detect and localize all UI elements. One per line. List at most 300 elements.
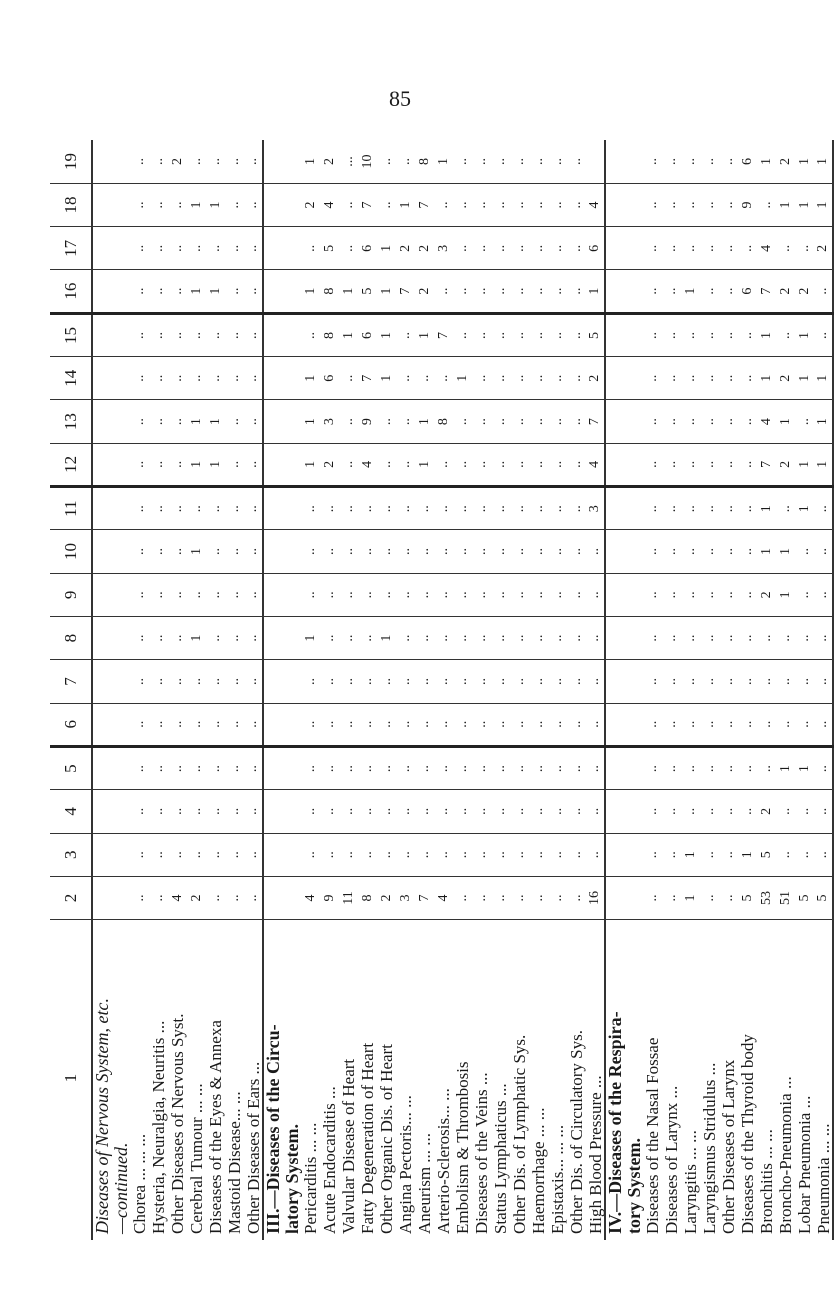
table-cell: .. xyxy=(472,573,491,616)
table-cell: 1 xyxy=(301,357,320,400)
table-cell xyxy=(605,183,624,226)
table-cell: .. xyxy=(662,790,681,833)
table-cell: 2 xyxy=(301,183,320,226)
table-cell: .. xyxy=(700,573,719,616)
table-cell: .. xyxy=(662,227,681,270)
table-cell: .. xyxy=(662,270,681,313)
table-cell: .. xyxy=(548,616,567,659)
table-cell: .. xyxy=(548,790,567,833)
table-cell xyxy=(605,790,624,833)
table-cell: .. xyxy=(453,573,472,616)
table-cell: 1 xyxy=(187,443,206,486)
table-cell: .. xyxy=(643,227,662,270)
table-cell: 1 xyxy=(415,313,434,356)
table-cell: .. xyxy=(434,703,453,746)
table-cell: .. xyxy=(130,183,149,226)
table-cell: .. xyxy=(719,833,738,876)
table-cell xyxy=(624,227,643,270)
table-cell: .. xyxy=(776,616,795,659)
table-cell: .. xyxy=(187,357,206,400)
table-cell xyxy=(92,313,111,356)
row-label: Other Diseases of Nervous Syst. xyxy=(168,920,187,1240)
table-cell: .. xyxy=(738,313,757,356)
table-cell: .. xyxy=(453,790,472,833)
table-cell: .. xyxy=(472,746,491,789)
table-cell: .. xyxy=(681,183,700,226)
table-cell: .. xyxy=(130,400,149,443)
table-cell: .. xyxy=(168,183,187,226)
table-cell: .. xyxy=(568,157,584,165)
table-cell: .. xyxy=(377,530,396,573)
table-cell: .. xyxy=(187,660,206,703)
table-cell: .. xyxy=(130,270,149,313)
table-cell: .. xyxy=(168,227,187,270)
table-cell: .. xyxy=(187,313,206,356)
table-cell: .. xyxy=(187,703,206,746)
table-cell: 1 xyxy=(377,616,396,659)
table-cell: 3 xyxy=(396,876,415,919)
table-cell: .. xyxy=(396,660,415,703)
table-cell xyxy=(624,833,643,876)
table-cell: .. xyxy=(567,703,586,746)
table-cell: .. xyxy=(225,660,244,703)
table-cell: .. xyxy=(567,746,586,789)
table-cell: .. xyxy=(130,313,149,356)
table-cell xyxy=(263,313,282,356)
table-cell: .. xyxy=(719,530,738,573)
table-cell: .. xyxy=(529,357,548,400)
table-cell: .. xyxy=(434,183,453,226)
table-cell: .. xyxy=(719,227,738,270)
table-cell: .. xyxy=(814,313,833,356)
table-cell: 1 xyxy=(187,616,206,659)
table-cell: 4 xyxy=(320,183,339,226)
table-cell: .. xyxy=(187,790,206,833)
table-cell xyxy=(92,876,111,919)
table-cell: .. xyxy=(510,746,529,789)
table-cell: .. xyxy=(644,157,660,165)
table-row xyxy=(643,140,662,1240)
table-cell: 8 xyxy=(358,876,377,919)
mortality-table xyxy=(50,140,834,1240)
table-cell: .. xyxy=(225,703,244,746)
table-cell: 6 xyxy=(739,157,755,165)
table-cell xyxy=(624,746,643,789)
table-cell xyxy=(263,443,282,486)
table-cell: .. xyxy=(149,183,168,226)
table-cell: 1 xyxy=(415,400,434,443)
table-cell: .. xyxy=(150,157,166,165)
table-cell: 1 xyxy=(795,313,814,356)
table-cell: 51 xyxy=(776,876,795,919)
table-cell: .. xyxy=(225,400,244,443)
table-cell: .. xyxy=(339,746,358,789)
table-cell: .. xyxy=(510,183,529,226)
row-label: Chorea ... ... ... xyxy=(130,920,149,1240)
table-cell: .. xyxy=(396,400,415,443)
table-cell xyxy=(624,790,643,833)
table-cell: .. xyxy=(226,157,242,165)
table-cell: 1 xyxy=(681,876,700,919)
table-cell: .. xyxy=(130,660,149,703)
table-cell: .. xyxy=(643,660,662,703)
column-header: 18 xyxy=(50,183,92,226)
table-cell: .. xyxy=(453,487,472,530)
table-cell xyxy=(263,616,282,659)
table-cell xyxy=(605,443,624,486)
table-cell: .. xyxy=(206,227,225,270)
table-cell: .. xyxy=(225,227,244,270)
table-row xyxy=(92,140,111,1240)
table-cell: .. xyxy=(586,660,605,703)
table-cell: .. xyxy=(377,573,396,616)
table-cell xyxy=(624,660,643,703)
table-cell: .. xyxy=(662,746,681,789)
table-cell: .. xyxy=(719,790,738,833)
table-cell: .. xyxy=(301,530,320,573)
table-cell xyxy=(282,790,301,833)
table-cell: .. xyxy=(700,616,719,659)
table-row xyxy=(358,140,377,1240)
table-cell: .. xyxy=(814,703,833,746)
table-cell: .. xyxy=(301,790,320,833)
table-cell xyxy=(605,270,624,313)
table-cell: .. xyxy=(130,876,149,919)
table-cell: 7 xyxy=(358,183,377,226)
table-cell xyxy=(605,313,624,356)
table-cell: .. xyxy=(510,833,529,876)
table-cell: ... xyxy=(340,156,356,167)
table-cell xyxy=(92,227,111,270)
table-cell: 1 xyxy=(757,487,776,530)
table-cell: .. xyxy=(377,790,396,833)
table-cell xyxy=(282,487,301,530)
table-cell: .. xyxy=(719,487,738,530)
table-cell: .. xyxy=(529,183,548,226)
table-cell: .. xyxy=(510,443,529,486)
table-cell: .. xyxy=(168,833,187,876)
column-header: 2 xyxy=(50,876,92,919)
table-cell: .. xyxy=(320,616,339,659)
table-cell xyxy=(605,357,624,400)
table-cell: .. xyxy=(700,400,719,443)
table-cell: .. xyxy=(358,530,377,573)
row-label: Acute Endocarditis ... xyxy=(320,920,339,1240)
table-cell: .. xyxy=(149,313,168,356)
table-cell: 1 xyxy=(795,443,814,486)
table-cell: .. xyxy=(662,400,681,443)
table-cell: .. xyxy=(453,313,472,356)
table-cell xyxy=(282,313,301,356)
table-cell: 2 xyxy=(169,157,185,165)
table-cell: 1 xyxy=(377,270,396,313)
table-cell: .. xyxy=(434,660,453,703)
table-cell: 2 xyxy=(586,357,605,400)
table-cell: 1 xyxy=(814,443,833,486)
table-cell xyxy=(111,573,130,616)
table-cell xyxy=(624,270,643,313)
table-row xyxy=(168,140,187,1240)
row-label: Pneumonia ... ... xyxy=(814,920,833,1240)
table-cell: .. xyxy=(491,790,510,833)
table-cell: .. xyxy=(339,573,358,616)
table-cell xyxy=(605,833,624,876)
table-cell: .. xyxy=(396,833,415,876)
table-cell: 1 xyxy=(206,183,225,226)
table-cell: .. xyxy=(130,703,149,746)
table-cell: 2 xyxy=(415,227,434,270)
table-cell: .. xyxy=(415,357,434,400)
table-cell: .. xyxy=(149,746,168,789)
table-cell: .. xyxy=(643,357,662,400)
table-cell: .. xyxy=(681,400,700,443)
table-cell: .. xyxy=(149,443,168,486)
table-cell: .. xyxy=(415,790,434,833)
table-cell: 5 xyxy=(757,833,776,876)
column-header: 9 xyxy=(50,573,92,616)
table-cell: .. xyxy=(491,227,510,270)
table-cell: 4 xyxy=(301,876,320,919)
table-row xyxy=(377,140,396,1240)
table-cell: .. xyxy=(795,790,814,833)
table-cell: .. xyxy=(719,270,738,313)
row-label: Other Diseases of Larynx xyxy=(719,920,738,1240)
table-cell xyxy=(263,833,282,876)
table-cell: .. xyxy=(643,183,662,226)
table-cell: 1 xyxy=(377,227,396,270)
table-cell: 1 xyxy=(776,530,795,573)
table-cell: .. xyxy=(245,157,260,165)
table-cell: .. xyxy=(700,530,719,573)
column-header: 6 xyxy=(50,703,92,746)
table-cell: .. xyxy=(510,573,529,616)
table-cell: .. xyxy=(396,443,415,486)
table-cell: .. xyxy=(377,487,396,530)
table-cell: .. xyxy=(529,573,548,616)
table-cell: .. xyxy=(700,746,719,789)
table-cell: 8 xyxy=(416,157,432,165)
table-cell: .. xyxy=(491,876,510,919)
table-cell: 5 xyxy=(586,313,605,356)
table-row xyxy=(282,140,301,1240)
table-cell: .. xyxy=(491,400,510,443)
table-cell: .. xyxy=(567,487,586,530)
table-cell: .. xyxy=(700,660,719,703)
table-cell: .. xyxy=(510,530,529,573)
table-cell: .. xyxy=(529,313,548,356)
table-cell xyxy=(92,703,111,746)
table-cell: .. xyxy=(681,616,700,659)
table-cell: .. xyxy=(643,833,662,876)
table-cell: 1 xyxy=(814,140,833,183)
table-cell: 3 xyxy=(586,487,605,530)
table-cell: 1 xyxy=(814,357,833,400)
table-cell: .. xyxy=(662,443,681,486)
table-cell: .. xyxy=(491,616,510,659)
table-cell: .. xyxy=(225,357,244,400)
table-cell: 7 xyxy=(396,270,415,313)
table-cell: .. xyxy=(301,573,320,616)
table-cell: .. xyxy=(681,443,700,486)
table-cell: .. xyxy=(415,833,434,876)
table-cell: 8 xyxy=(320,313,339,356)
table-cell: .. xyxy=(472,443,491,486)
table-cell: 2 xyxy=(776,270,795,313)
row-label: Fatty Degeneration of Heart xyxy=(358,920,377,1240)
table-cell: .. xyxy=(719,400,738,443)
table-cell xyxy=(92,790,111,833)
table-cell: .. xyxy=(757,746,776,789)
table-cell: .. xyxy=(358,746,377,789)
table-cell: .. xyxy=(244,746,263,789)
row-label: IV.—Diseases of the Respira- xyxy=(605,920,624,1240)
table-cell xyxy=(282,400,301,443)
table-cell: 1 xyxy=(776,400,795,443)
table-cell: 5 xyxy=(320,227,339,270)
table-cell: 7 xyxy=(434,313,453,356)
table-cell: .. xyxy=(244,703,263,746)
table-cell: .. xyxy=(168,313,187,356)
table-cell: .. xyxy=(339,400,358,443)
table-cell: .. xyxy=(510,270,529,313)
table-cell: 6 xyxy=(586,227,605,270)
column-header: 12 xyxy=(50,443,92,486)
table-cell: .. xyxy=(377,833,396,876)
table-cell: .. xyxy=(491,833,510,876)
table-cell: 3 xyxy=(320,400,339,443)
table-cell xyxy=(605,140,624,183)
table-cell: .. xyxy=(130,227,149,270)
table-cell: .. xyxy=(244,270,263,313)
table-cell: .. xyxy=(700,876,719,919)
table-cell: .. xyxy=(548,270,567,313)
row-label: Haemorrhage ... ... xyxy=(529,920,548,1240)
table-cell: .. xyxy=(339,227,358,270)
table-cell: 10 xyxy=(359,154,375,169)
table-cell: 1 xyxy=(757,313,776,356)
table-cell: .. xyxy=(377,443,396,486)
column-header: 3 xyxy=(50,833,92,876)
table-cell: .. xyxy=(700,833,719,876)
table-cell: .. xyxy=(130,790,149,833)
table-cell: .. xyxy=(548,357,567,400)
table-cell: .. xyxy=(776,227,795,270)
table-cell: .. xyxy=(795,703,814,746)
table-cell: .. xyxy=(491,270,510,313)
table-cell: .. xyxy=(149,573,168,616)
table-cell: .. xyxy=(415,530,434,573)
table-cell: .. xyxy=(700,270,719,313)
table-cell xyxy=(263,140,282,183)
table-cell: .. xyxy=(339,183,358,226)
table-cell xyxy=(111,227,130,270)
row-label: —continued. xyxy=(111,920,130,1240)
table-cell xyxy=(605,400,624,443)
table-cell: .. xyxy=(814,270,833,313)
table-cell: .. xyxy=(662,703,681,746)
table-cell: .. xyxy=(510,616,529,659)
row-label: Epistaxis... ... ... xyxy=(548,920,567,1240)
table-cell: .. xyxy=(225,833,244,876)
column-header: 14 xyxy=(50,357,92,400)
table-row xyxy=(415,140,434,1240)
header-row xyxy=(50,140,92,1240)
table-cell: .. xyxy=(206,313,225,356)
table-cell xyxy=(605,227,624,270)
table-cell: .. xyxy=(244,833,263,876)
table-cell xyxy=(282,616,301,659)
table-row xyxy=(491,140,510,1240)
table-cell: 1 xyxy=(301,616,320,659)
table-cell: .. xyxy=(567,530,586,573)
table-cell: 2 xyxy=(795,270,814,313)
table-cell xyxy=(111,790,130,833)
table-cell: .. xyxy=(130,443,149,486)
table-cell xyxy=(605,746,624,789)
table-cell: .. xyxy=(149,487,168,530)
table-cell: .. xyxy=(358,790,377,833)
table-cell: 4 xyxy=(757,400,776,443)
table-row xyxy=(453,140,472,1240)
table-cell: .. xyxy=(586,616,605,659)
table-cell xyxy=(624,183,643,226)
table-cell: 1 xyxy=(796,157,812,165)
table-cell: 1 xyxy=(339,313,358,356)
table-cell: .. xyxy=(244,183,263,226)
table-cell: .. xyxy=(396,313,415,356)
table-cell: 1 xyxy=(206,443,225,486)
table-cell: .. xyxy=(738,400,757,443)
table-cell: .. xyxy=(491,183,510,226)
table-row xyxy=(206,140,225,1240)
table-cell: .. xyxy=(662,357,681,400)
table-cell: 9 xyxy=(320,876,339,919)
table-cell: .. xyxy=(225,573,244,616)
table-cell: .. xyxy=(776,790,795,833)
table-cell: .. xyxy=(701,157,717,165)
table-cell: .. xyxy=(795,400,814,443)
table-cell: .. xyxy=(472,313,491,356)
table-cell: .. xyxy=(700,357,719,400)
table-cell xyxy=(624,703,643,746)
table-cell: 1 xyxy=(776,183,795,226)
table-cell: .. xyxy=(662,183,681,226)
table-cell: .. xyxy=(472,790,491,833)
table-cell: .. xyxy=(776,313,795,356)
table-cell: 1 xyxy=(795,746,814,789)
column-header: 7 xyxy=(50,660,92,703)
table-cell: .. xyxy=(434,530,453,573)
table-cell: .. xyxy=(643,616,662,659)
table-cell: .. xyxy=(795,833,814,876)
table-cell: .. xyxy=(700,443,719,486)
table-cell: .. xyxy=(795,573,814,616)
table-cell xyxy=(111,183,130,226)
table-cell xyxy=(263,487,282,530)
table-cell: .. xyxy=(453,746,472,789)
table-cell: .. xyxy=(681,746,700,789)
table-cell: .. xyxy=(681,487,700,530)
table-cell xyxy=(92,616,111,659)
table-cell: 1 xyxy=(301,443,320,486)
table-cell: 1 xyxy=(187,270,206,313)
table-cell: .. xyxy=(529,487,548,530)
table-cell xyxy=(111,400,130,443)
table-cell: .. xyxy=(738,357,757,400)
table-cell xyxy=(111,746,130,789)
table-cell: .. xyxy=(529,443,548,486)
table-cell: 1 xyxy=(795,357,814,400)
